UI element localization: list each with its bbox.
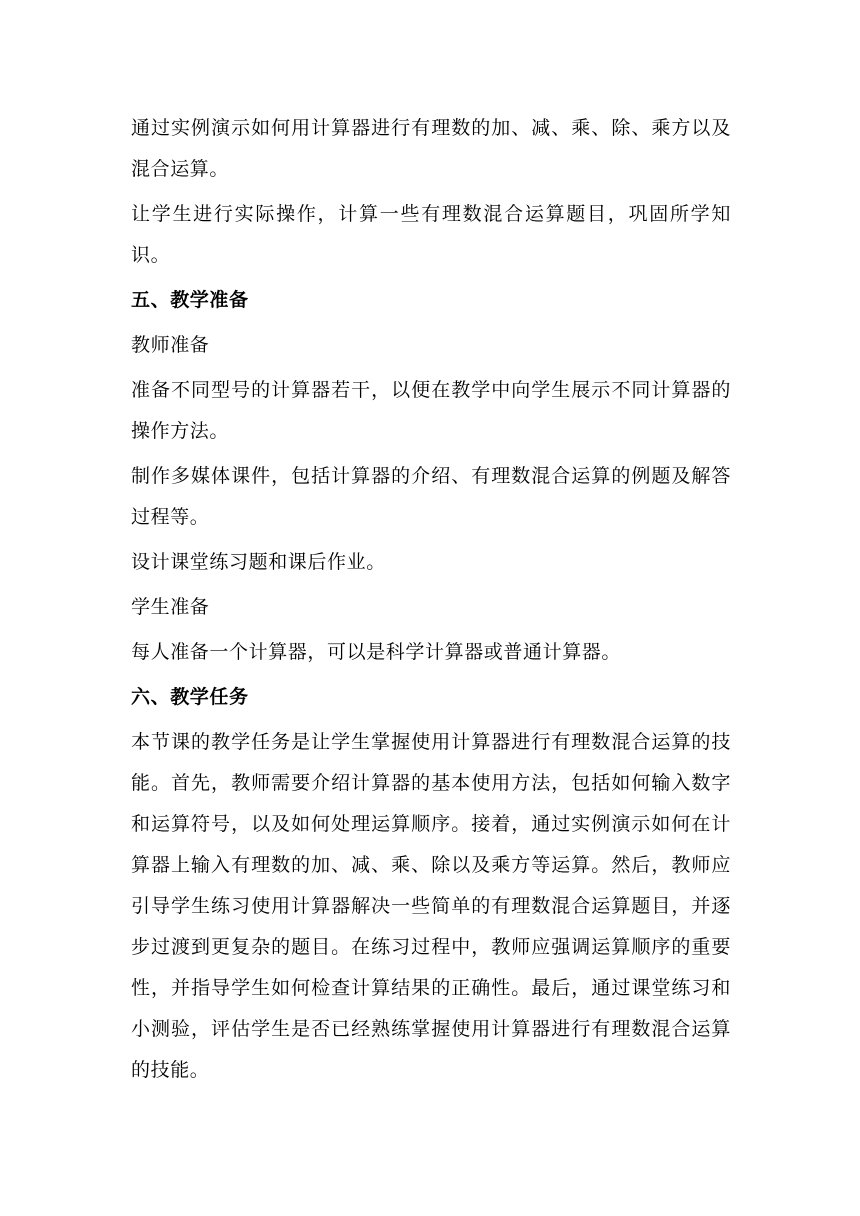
paragraph-multimedia-courseware: 制作多媒体课件，包括计算器的介绍、有理数混合运算的例题及解答过程等。 bbox=[131, 465, 731, 528]
document-page bbox=[131, 108, 731, 1095]
paragraph-student-calculator: 每人准备一个计算器，可以是科学计算器或普通计算器。 bbox=[131, 641, 622, 663]
subheading-teacher-preparation: 教师准备 bbox=[131, 334, 210, 356]
paragraph-design-exercises: 设计课堂练习题和课后作业。 bbox=[131, 551, 386, 573]
paragraph-prepare-calculators: 准备不同型号的计算器若干，以便在教学中向学生展示不同计算器的操作方法。 bbox=[131, 379, 731, 442]
subheading-student-preparation: 学生准备 bbox=[131, 596, 210, 618]
paragraph-student-practice: 让学生进行实际操作，计算一些有理数混合运算题目，巩固所学知识。 bbox=[131, 203, 731, 266]
paragraph-teaching-tasks: 本节课的教学任务是让学生掌握使用计算器进行有理数混合运算的技能。首先，教师需要介绍计算器的基本使用方法，包括如何输入数字和运算符号，以及如何处理运算顺序。接着，通过实例演示如何在计算器上输入有理数的加、减、乘、除以及乘方等运算。然后，教师应引导学生练习使用计算器解决一些简单的有理数混合运算题目，并逐步过渡到更复杂的题目。在练习过程中，教师应强调运算顺序的重要性，并指导学生如何检查计算结果的正确性。最后，通过课堂练习和小测验，评估学生是否已经熟练掌握使用计算器进行有理数混合运算的技能。 bbox=[131, 731, 731, 1081]
section-heading-teaching-tasks: 六、教学任务 bbox=[131, 686, 249, 708]
paragraph-demo-operations: 通过实例演示如何用计算器进行有理数的加、减、乘、除、乘方以及混合运算。 bbox=[131, 117, 731, 180]
section-heading-teaching-preparation: 五、教学准备 bbox=[131, 289, 249, 311]
